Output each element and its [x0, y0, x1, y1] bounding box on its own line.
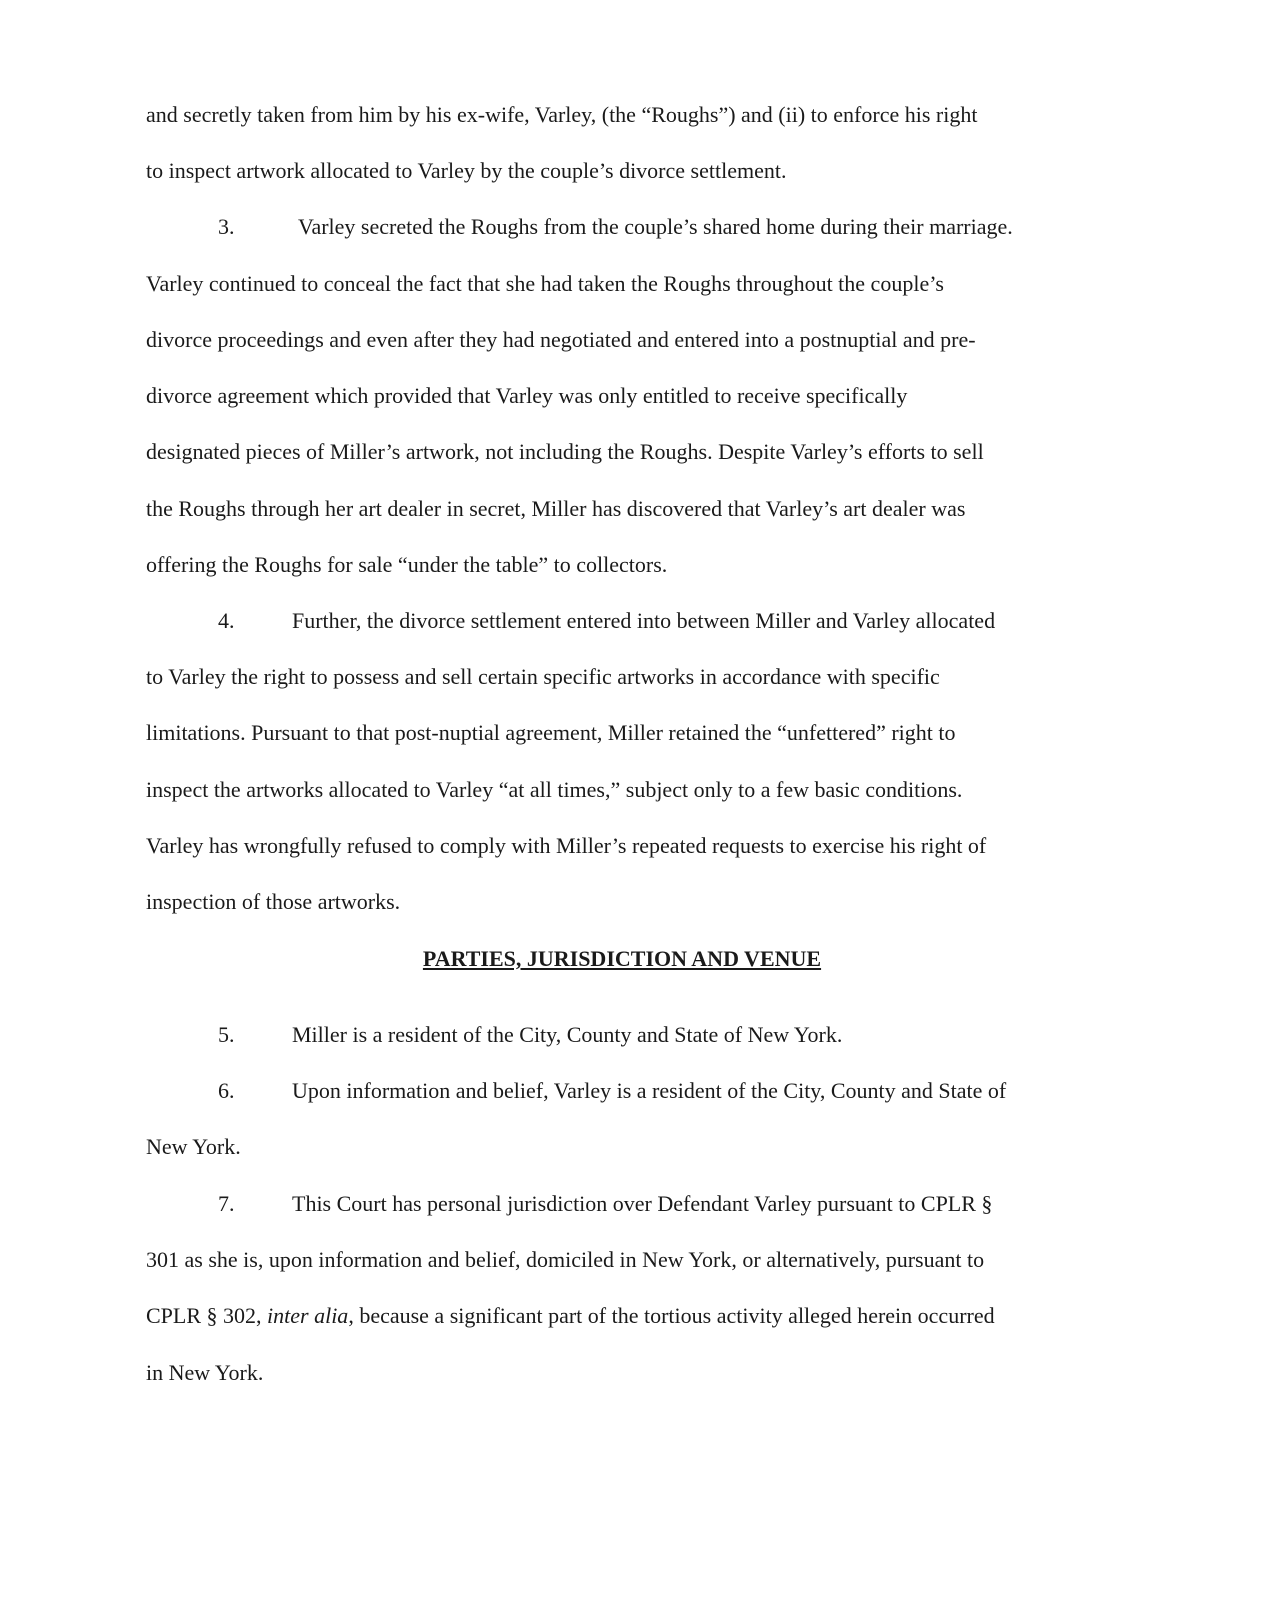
text-line: and secretly taken from him by his ex-wife, Varley, (the “Roughs”) and (ii) to enforce his right: [146, 102, 978, 127]
section-heading: PARTIES, JURISDICTION AND VENUE: [422, 946, 822, 971]
text-line: divorce agreement which provided that Varley was only entitled to receive specifically: [146, 383, 908, 408]
text-line: designated pieces of Miller’s artwork, not including the Roughs. Despite Varley’s efforts to sell: [146, 439, 984, 464]
text-line: This Court has personal jurisdiction over Defendant Varley pursuant to CPLR §: [292, 1191, 993, 1216]
text-line: Varley continued to conceal the fact that she had taken the Roughs throughout the couple’s: [146, 271, 944, 296]
paragraph-number: 7.: [218, 1191, 235, 1216]
text-line: 301 as she is, upon information and belief, domiciled in New York, or alternatively, pursuant to: [146, 1247, 985, 1272]
text-line: Varley secreted the Roughs from the couple’s shared home during their marriage.: [298, 214, 1013, 239]
paragraph-number: 5.: [218, 1022, 235, 1047]
text-segment: , because a significant part of the tortious activity alleged herein occurred: [348, 1303, 995, 1328]
text-line: in New York.: [146, 1360, 264, 1385]
text-line: offering the Roughs for sale “under the table” to collectors.: [146, 552, 668, 577]
paragraph-number: 6.: [218, 1078, 235, 1103]
text-line: [146, 1303, 995, 1329]
text-segment: CPLR § 302,: [146, 1303, 268, 1328]
text-line: New York.: [146, 1134, 241, 1159]
text-line: limitations. Pursuant to that post-nuptial agreement, Miller retained the “unfettered” right to: [146, 720, 956, 745]
paragraph-number: 4.: [218, 608, 235, 633]
text-line: inspection of those artworks.: [146, 889, 401, 914]
text-line: inspect the artworks allocated to Varley “at all times,” subject only to a few basic conditions.: [146, 777, 963, 802]
text-line: Miller is a resident of the City, County and State of New York.: [292, 1022, 843, 1047]
text-line: the Roughs through her art dealer in secret, Miller has discovered that Varley’s art dealer was: [146, 496, 966, 521]
text-line: Further, the divorce settlement entered into between Miller and Varley allocated: [292, 608, 996, 633]
text-line: to inspect artwork allocated to Varley by the couple’s divorce settlement.: [146, 158, 787, 183]
text-line: to Varley the right to possess and sell certain specific artworks in accordance with specific: [146, 664, 940, 689]
paragraph-number: 3.: [218, 214, 235, 239]
text-line: Varley has wrongfully refused to comply with Miller’s repeated requests to exercise his right of: [146, 833, 987, 858]
text-line: divorce proceedings and even after they had negotiated and entered into a postnuptial and pre-: [146, 327, 976, 352]
text-line: Upon information and belief, Varley is a resident of the City, County and State of: [292, 1078, 1007, 1103]
italic-term: inter alia: [267, 1303, 349, 1328]
